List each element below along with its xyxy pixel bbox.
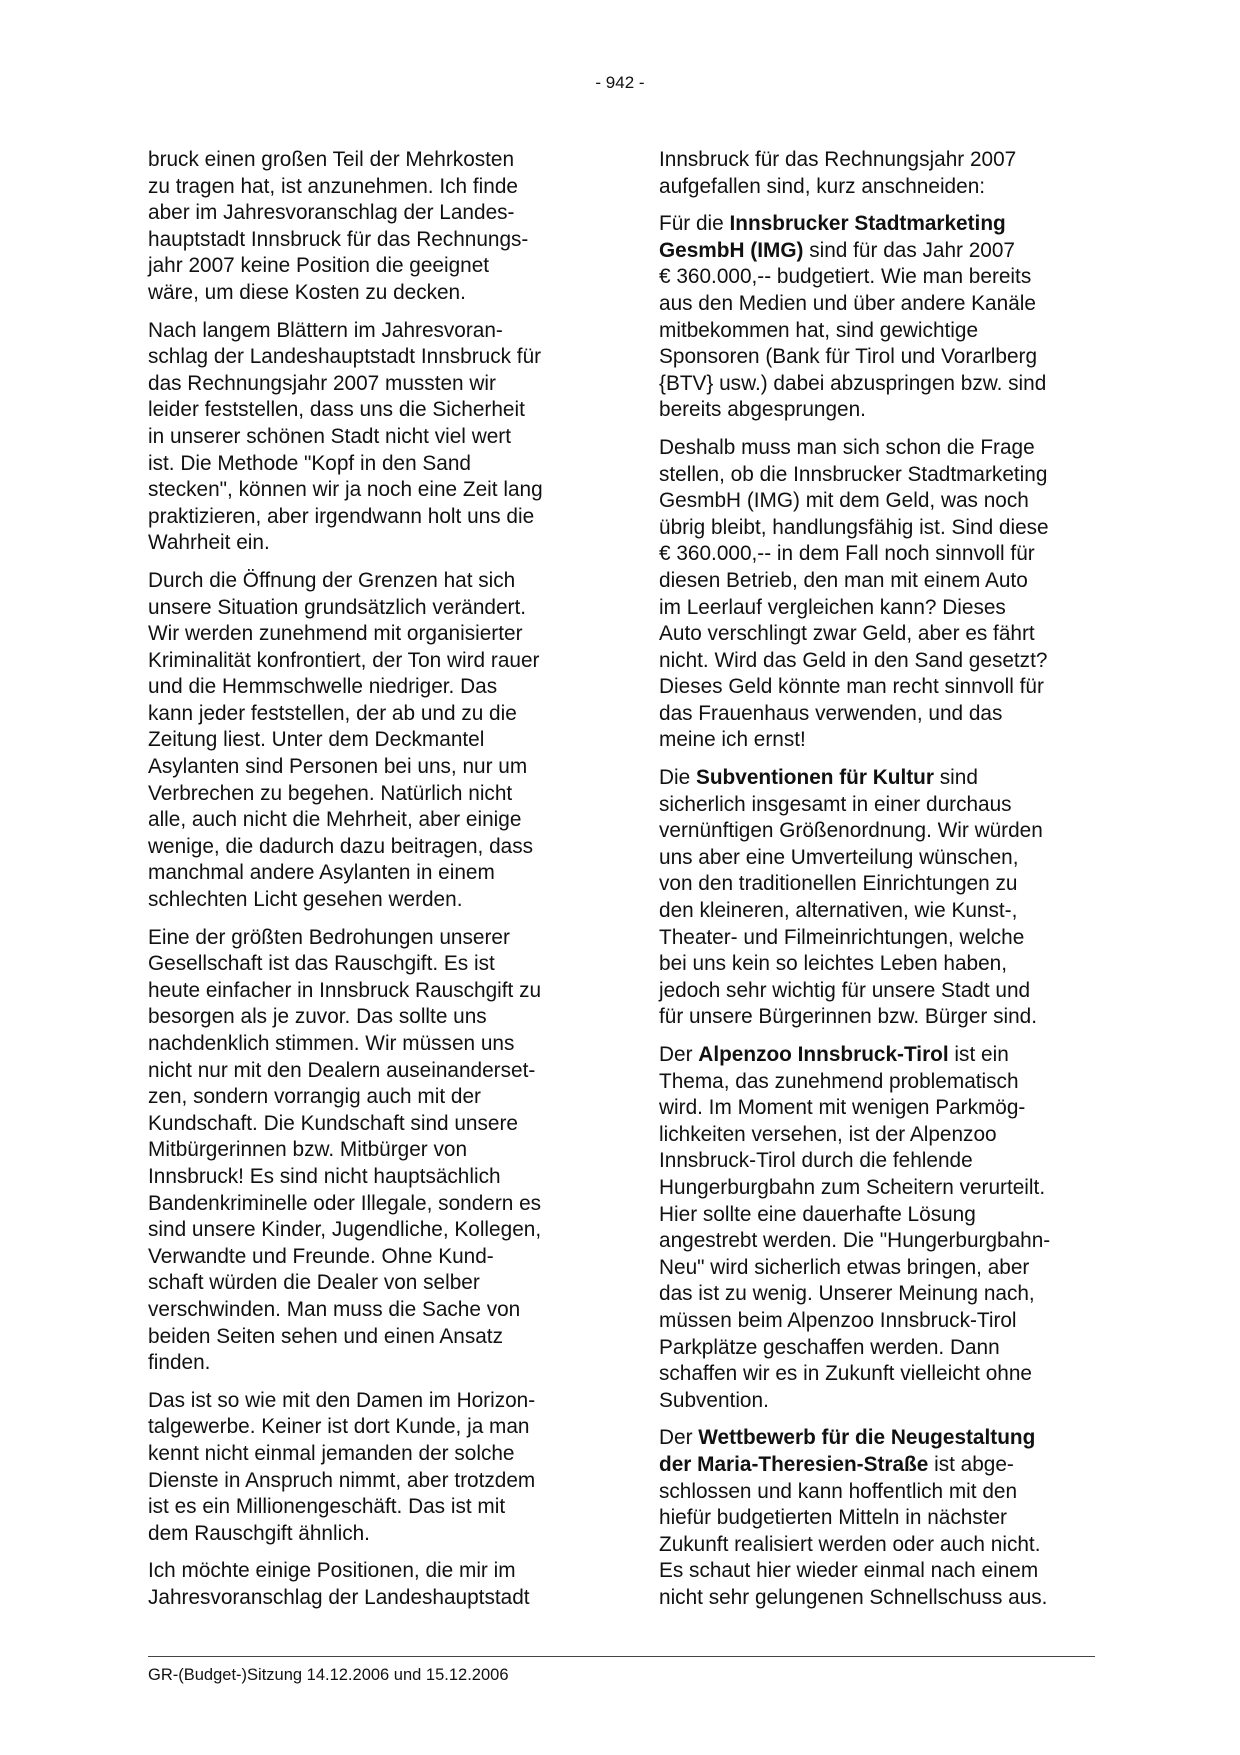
paragraph-text: ist ein Thema, das zunehmend problematisch wird. Im Moment mit wenigen Parkmög- lichkeiten versehen, ist der Alpenzoo Innsbruck-Tirol durch die fehlende Hungerburgbahn zum Scheitern verurteilt. Hier sollte eine dauerhafte Lösung angestrebt werden. Die "Hungerburgbahn- Neu" wird sicherlich etwas bringen, aber das ist zu wenig. Unserer Meinung nach, müssen beim Alpenzoo Innsbruck-Tirol Parkplätze geschaffen werden. Dann schaffen wir es in Zukunft vielleicht ohne Subvention. xyxy=(659,1043,1051,1412)
right-paragraph-3: Deshalb muss man sich schon die Frage stellen, ob die Innsbrucker Stadtmarketing GesmbH (IMG) mit dem Geld, was noch übrig bleibt, handlungsfähig ist. Sind diese € 360.000,-- in dem Fall noch sinnvoll für diesen Betrieb, den man mit einem Auto im Leerlauf vergleichen kann? Dieses Auto verschlingt zwar Geld, aber es fährt nicht. Wird das Geld in den Sand gesetzt? Dieses Geld könnte man recht sinnvoll für das Frauenhaus verwenden, und das meine ich ernst! xyxy=(659,435,1049,752)
right-paragraph-kultur xyxy=(659,765,1111,1031)
left-paragraph-2: Nach langem Blättern im Jahresvoran- schlag der Landeshauptstadt Innsbruck für das Rechnungsjahr 2007 mussten wir leider feststellen, dass uns die Sicherheit in unserer schönen Stadt nicht viel wert ist. Die Methode "Kopf in den Sand stecken", können wir ja noch eine Zeit lang praktizieren, aber irgendwann holt uns die Wahrheit ein. xyxy=(148,318,543,555)
bold-heading-kultur: Subventionen für Kultur xyxy=(695,766,934,790)
paragraph-text: Der xyxy=(659,1043,699,1066)
paragraph-text: Die xyxy=(659,766,696,790)
bold-heading-wettbewerb: Wettbewerb für die Neugestaltung der Maria-Theresien-Straße xyxy=(659,1426,1036,1476)
right-paragraph-img xyxy=(659,211,1111,424)
bold-heading-alpenzoo: Alpenzoo Innsbruck-Tirol xyxy=(698,1043,949,1066)
footer-divider xyxy=(148,1656,1095,1657)
page-number: - 942 - xyxy=(595,73,645,92)
right-column xyxy=(659,147,1111,1622)
left-paragraph-5: Das ist so wie mit den Damen im Horizon- talgewerbe. Keiner ist dort Kunde, ja man kennt nicht einmal jemanden der solche Dienste in Anspruch nimmt, aber trotzdem ist es ein Millionengeschäft. Das ist mit dem Rauschgift ähnlich. xyxy=(148,1388,536,1545)
left-column xyxy=(148,147,600,1622)
left-paragraph-1: bruck einen großen Teil der Mehrkosten zu tragen hat, ist anzunehmen. Ich finde aber im Jahresvoranschlag der Landes- hauptstadt Innsbruck für das Rechnungs- jahr 2007 keine Position die geeignet wäre, um diese Kosten zu decken. xyxy=(148,148,529,304)
paragraph-text: Der xyxy=(659,1426,699,1450)
right-paragraph-alpenzoo xyxy=(659,1042,1111,1414)
right-paragraph-wettbewerb xyxy=(659,1425,1111,1611)
left-paragraph-6: Ich möchte einige Positionen, die mir im Jahresvoranschlag der Landeshauptstadt xyxy=(148,1559,530,1609)
paragraph-text: ist abge- schlossen und kann hoffentlich mit den hiefür budgetierten Mitteln in nächster Zukunft realisiert werden oder auch nicht. Es schaut hier wieder einmal nach einem nicht sehr gelungenen Schnellschuss aus. xyxy=(659,1452,1048,1609)
footer-session-label: GR-(Budget-)Sitzung 14.12.2006 und 15.12.2006 xyxy=(148,1666,509,1684)
paragraph-text: sind sicherlich insgesamt in einer durchaus vernünftigen Größenordnung. Wir würden uns aber eine Umverteilung wünschen, von den traditionellen Einrichtungen zu den kleineren, alternativen, wie Kunst-, Theater- und Filmeinrichtungen, welche bei uns kein so leichtes Leben haben, jedoch sehr wichtig für unsere Stadt und für unsere Bürgerinnen bzw. Bürger sind. xyxy=(659,766,1043,1029)
right-paragraph-1: Innsbruck für das Rechnungsjahr 2007 aufgefallen sind, kurz anschneiden: xyxy=(659,148,1017,198)
bold-heading-img: Innsbrucker Stadtmarketing GesmbH (IMG) xyxy=(659,212,1006,262)
left-paragraph-4: Eine der größten Bedrohungen unserer Gesellschaft ist das Rauschgift. Es ist heute einfacher in Innsbruck Rauschgift zu besorgen als je zuvor. Das sollte uns nachdenklich stimmen. Wir müssen uns nicht nur mit den Dealern auseinanderset- zen, sondern vorrangig auch mit der Kundschaft. Die Kundschaft sind unsere Mitbürgerinnen bzw. Mitbürger von Innsbruck! Es sind nicht hauptsächlich Bandenkriminelle oder Illegale, sondern es sind unsere Kinder, Jugendliche, Kollegen, Verwandte und Freunde. Ohne Kund- schaft würden die Dealer von selber verschwinden. Man muss die Sache von beiden Seiten sehen und einen Ansatz finden. xyxy=(148,925,542,1375)
paragraph-text: Für die xyxy=(659,212,730,236)
paragraph-text: sind für das Jahr 2007 € 360.000,-- budgetiert. Wie man bereits aus den Medien und über andere Kanäle mitbekommen hat, sind gewichtige Sponsoren (Bank für Tirol und Vorarlberg {BTV} usw.) dabei abzuspringen bzw. sind bereits abgesprungen. xyxy=(659,238,1047,422)
left-paragraph-3: Durch die Öffnung der Grenzen hat sich unsere Situation grundsätzlich verändert. Wir werden zunehmend mit organisierter Kriminalität konfrontiert, der Ton wird rauer und die Hemmschwelle niedriger. Das kann jeder feststellen, der ab und zu die Zeitung liest. Unter dem Deckmantel Asylanten sind Personen bei uns, nur um Verbrechen zu begehen. Natürlich nicht alle, auch nicht die Mehrheit, aber einige wenige, die dadurch dazu beitragen, dass manchmal andere Asylanten in einem schlechten Licht gesehen werden. xyxy=(148,568,540,912)
